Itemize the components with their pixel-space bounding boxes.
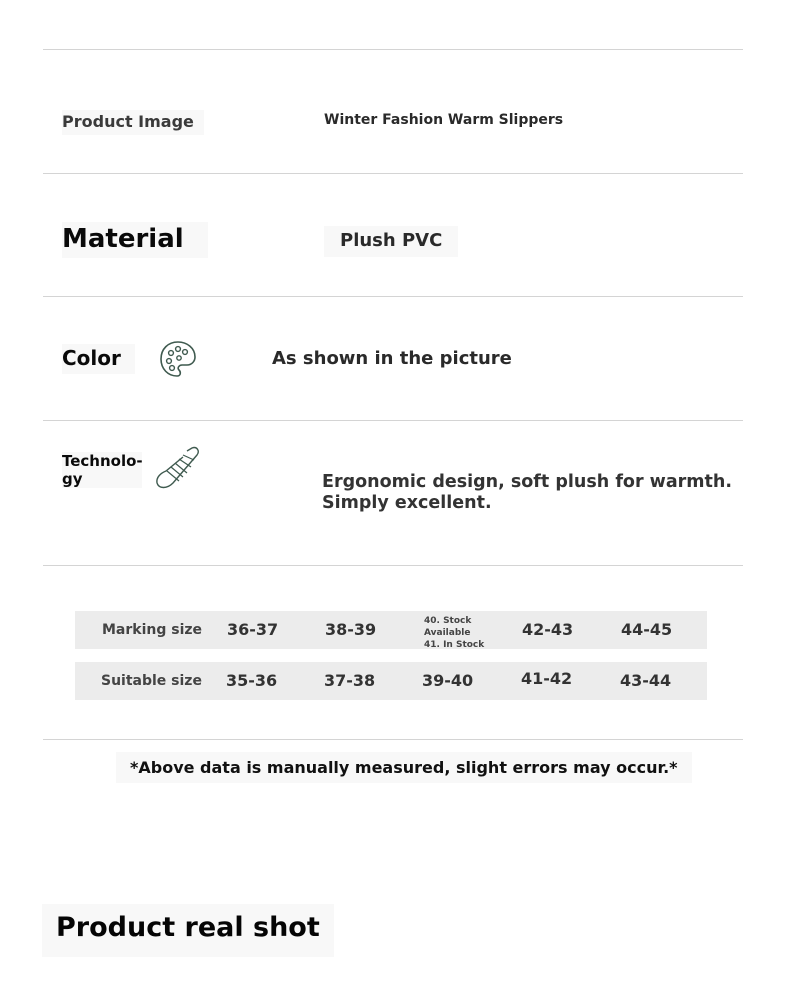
marking-size-cell: 38-39 xyxy=(325,620,377,639)
suitable-size-cell: 35-36 xyxy=(226,671,278,690)
marking-size-cell: 42-43 xyxy=(522,620,574,639)
measurement-note: *Above data is manually measured, slight errors may occur.* xyxy=(116,752,692,783)
technology-value: Ergonomic design, soft plush for warmth. Simply excellent. xyxy=(322,472,732,513)
divider-2 xyxy=(43,296,743,297)
product-image-value: Winter Fashion Warm Slippers xyxy=(324,112,564,128)
stock-line: 41. In Stock xyxy=(424,640,485,650)
marking-size-cell: 36-37 xyxy=(227,620,279,639)
divider-4 xyxy=(43,565,743,566)
palette-icon xyxy=(158,339,198,379)
slipper-icon xyxy=(153,445,201,491)
suitable-size-row xyxy=(75,662,707,700)
divider-top xyxy=(43,49,743,50)
marking-size-stock-note xyxy=(424,615,484,651)
section-title: Product real shot xyxy=(42,904,334,957)
marking-size-cell: 44-45 xyxy=(621,620,673,639)
color-label: Color xyxy=(62,344,135,374)
material-value: Plush PVC xyxy=(324,226,458,257)
suitable-size-cell: 43-44 xyxy=(620,671,672,690)
stock-line: 40. Stock xyxy=(424,616,472,626)
suitable-size-cell: 37-38 xyxy=(324,671,376,690)
divider-5 xyxy=(43,739,743,740)
suitable-size-label: Suitable size xyxy=(101,673,202,689)
divider-1 xyxy=(43,173,743,174)
suitable-size-cell: 41-42 xyxy=(521,669,573,688)
color-value: As shown in the picture xyxy=(272,348,512,369)
stock-line: Available xyxy=(424,628,471,638)
product-image-label: Product Image xyxy=(62,110,204,135)
marking-size-label: Marking size xyxy=(102,622,203,638)
suitable-size-cell: 39-40 xyxy=(422,671,474,690)
material-label: Material xyxy=(62,222,208,258)
technology-label: Technolo-gy xyxy=(62,452,143,488)
marking-size-row xyxy=(75,611,707,649)
divider-3 xyxy=(43,420,743,421)
